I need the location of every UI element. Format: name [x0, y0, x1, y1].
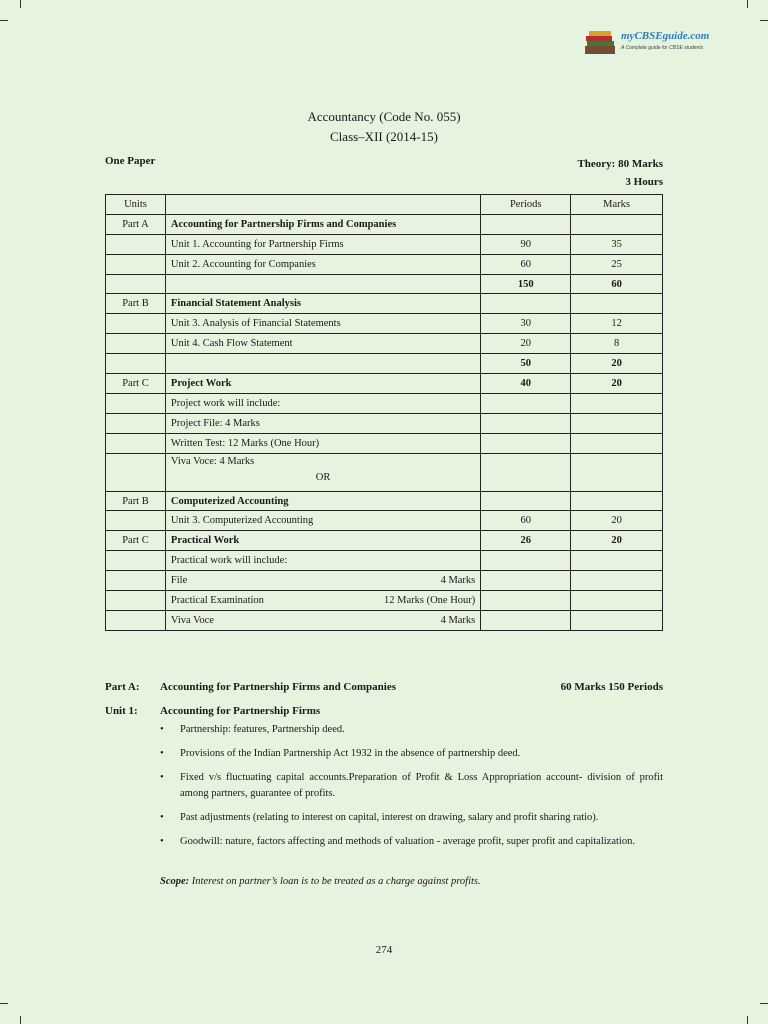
bullet-icon: • — [160, 812, 164, 823]
description-cell: Unit 3. Computerized Accounting — [165, 511, 480, 531]
description-cell: Project Work — [165, 374, 480, 394]
table-row — [106, 551, 663, 571]
component-marks: 4 Marks — [440, 575, 476, 587]
description-cell: Unit 1. Accounting for Partnership Firms — [165, 234, 480, 254]
list-item — [160, 834, 663, 850]
unit-cell — [106, 591, 166, 611]
description-cell — [165, 610, 480, 630]
theory-marks-label: Theory: 80 Marks — [577, 158, 663, 170]
description-cell: Unit 4. Cash Flow Statement — [165, 334, 480, 354]
document-subtitle: Class–XII (2014-15) — [330, 129, 438, 144]
unit-cell — [106, 314, 166, 334]
unit-cell: Part C — [106, 374, 166, 394]
table-row — [106, 254, 663, 274]
hours-label: 3 Hours — [625, 176, 663, 188]
logo-title: myCBSEguide.com — [621, 30, 710, 42]
table-row — [106, 234, 663, 254]
unit-cell — [106, 551, 166, 571]
topic-text: Fixed v/s fluctuating capital accounts.Preparation of Profit & Loss Appropriation account- division of profit among partners, guarantee of profits. — [180, 772, 663, 799]
periods-cell — [481, 571, 571, 591]
table-row — [106, 214, 663, 234]
description-cell: Practical Work — [165, 531, 480, 551]
unit-1-title: Accounting for Partnership Firms — [160, 705, 321, 717]
marks-cell — [571, 433, 663, 453]
marks-cell — [571, 571, 663, 591]
table-row — [106, 511, 663, 531]
page-number: 274 — [375, 944, 393, 956]
list-item — [160, 722, 663, 738]
periods-total-cell: 50 — [481, 354, 571, 374]
description-cell: Accounting for Partnership Firms and Companies — [165, 214, 480, 234]
component-marks: 12 Marks (One Hour) — [384, 594, 476, 606]
marks-cell — [571, 491, 663, 511]
unit-cell — [106, 354, 166, 374]
crop-mark — [760, 1003, 768, 1004]
component-name: File — [170, 575, 188, 587]
bullet-icon: • — [160, 772, 164, 783]
component-name: Viva Voce — [170, 614, 214, 626]
scope-label: Scope: — [160, 876, 190, 887]
header-description — [165, 195, 480, 215]
part-a-title: Accounting for Partnership Firms and Companies — [160, 681, 396, 693]
table-row — [106, 393, 663, 413]
marks-cell — [571, 393, 663, 413]
crop-mark — [20, 1016, 21, 1024]
periods-cell: 90 — [481, 234, 571, 254]
periods-cell — [481, 491, 571, 511]
periods-cell: 40 — [481, 374, 571, 394]
marks-cell: 12 — [571, 314, 663, 334]
description-cell — [165, 571, 480, 591]
scope-text: Interest on partner’s loan is to be treated as a charge against profits. — [189, 876, 481, 887]
component-name: Practical Examination — [170, 594, 264, 606]
unit-cell — [106, 393, 166, 413]
table-row — [106, 334, 663, 354]
description-cell: Financial Statement Analysis — [165, 294, 480, 314]
marks-cell: 8 — [571, 334, 663, 354]
table-row — [106, 531, 663, 551]
crop-mark — [0, 1003, 8, 1004]
table-row — [106, 374, 663, 394]
description-cell: Unit 2. Accounting for Companies — [165, 254, 480, 274]
periods-cell — [481, 294, 571, 314]
periods-cell — [481, 453, 571, 491]
component-marks: 4 Marks — [440, 614, 476, 626]
header-marks: Marks — [571, 195, 663, 215]
periods-cell: 26 — [481, 531, 571, 551]
description-cell: Project File: 4 Marks — [165, 413, 480, 433]
document-title: Accountancy (Code No. 055) — [307, 109, 461, 124]
description-cell: Practical work will include: — [165, 551, 480, 571]
periods-cell: 60 — [481, 511, 571, 531]
unit-cell: Part B — [106, 294, 166, 314]
periods-cell — [481, 551, 571, 571]
marks-cell — [571, 294, 663, 314]
table-row — [106, 413, 663, 433]
table-row — [106, 274, 663, 294]
crop-mark — [747, 1016, 748, 1024]
marks-cell — [571, 551, 663, 571]
description-cell: Project work will include: — [165, 393, 480, 413]
part-a-meta: 60 Marks 150 Periods — [560, 681, 663, 693]
unit-cell — [106, 453, 166, 491]
periods-total-cell: 150 — [481, 274, 571, 294]
table-header-row — [106, 195, 663, 215]
unit-cell — [106, 433, 166, 453]
unit-1-label: Unit 1: — [105, 705, 138, 717]
list-item — [160, 770, 663, 802]
description-cell: Unit 3. Analysis of Financial Statements — [165, 314, 480, 334]
units-table — [105, 194, 663, 631]
description-cell — [165, 274, 480, 294]
description-cell — [165, 453, 480, 491]
periods-cell: 20 — [481, 334, 571, 354]
periods-cell — [481, 393, 571, 413]
topic-text: Partnership: features, Partnership deed. — [180, 724, 345, 735]
table-row — [106, 591, 663, 611]
unit-cell — [106, 413, 166, 433]
header-units: Units — [106, 195, 166, 215]
table-row — [106, 491, 663, 511]
unit-cell: Part A — [106, 214, 166, 234]
marks-cell — [571, 214, 663, 234]
bullet-icon: • — [160, 748, 164, 759]
unit-cell — [106, 334, 166, 354]
periods-cell: 60 — [481, 254, 571, 274]
periods-cell — [481, 413, 571, 433]
books-icon — [583, 28, 619, 58]
unit-cell: Part C — [106, 531, 166, 551]
table-row — [106, 294, 663, 314]
periods-cell: 30 — [481, 314, 571, 334]
crop-mark — [0, 20, 8, 21]
or-separator: OR — [315, 471, 331, 483]
topic-text: Goodwill: nature, factors affecting and methods of valuation - average profit, super profit and capitalization. — [180, 836, 635, 847]
marks-total-cell: 60 — [571, 274, 663, 294]
table-row — [106, 433, 663, 453]
marks-cell: 20 — [571, 374, 663, 394]
scope-note — [160, 876, 481, 887]
marks-cell: 25 — [571, 254, 663, 274]
periods-cell — [481, 433, 571, 453]
unit-cell — [106, 254, 166, 274]
unit-cell — [106, 274, 166, 294]
table-row — [106, 453, 663, 491]
site-logo — [583, 28, 723, 58]
table-row — [106, 571, 663, 591]
crop-mark — [20, 0, 21, 8]
description-cell: Computerized Accounting — [165, 491, 480, 511]
theory-marks — [577, 155, 663, 191]
marks-total-cell: 20 — [571, 354, 663, 374]
unit-cell: Part B — [106, 491, 166, 511]
crop-mark — [760, 20, 768, 21]
logo-subtitle: A Complete guide for CBSE students — [621, 45, 704, 51]
topic-list — [160, 722, 663, 858]
paper-label: One Paper — [105, 155, 156, 167]
description-cell — [165, 591, 480, 611]
topic-text: Provisions of the Indian Partnership Act 1932 in the absence of partnership deed. — [180, 748, 521, 759]
marks-cell — [571, 453, 663, 491]
table-row — [106, 354, 663, 374]
part-a-label: Part A: — [105, 681, 140, 693]
unit-cell — [106, 571, 166, 591]
periods-cell — [481, 610, 571, 630]
description-cell: Written Test: 12 Marks (One Hour) — [165, 433, 480, 453]
bullet-icon: • — [160, 836, 164, 847]
table-row — [106, 314, 663, 334]
marks-cell — [571, 413, 663, 433]
unit-cell — [106, 234, 166, 254]
marks-cell — [571, 591, 663, 611]
bullet-icon: • — [160, 724, 164, 735]
viva-voce-text: Viva Voce: 4 Marks — [170, 455, 255, 467]
topic-text: Past adjustments (relating to interest on capital, interest on drawing, salary and profit sharing ratio). — [180, 812, 599, 823]
periods-cell — [481, 591, 571, 611]
marks-cell — [571, 610, 663, 630]
marks-cell: 35 — [571, 234, 663, 254]
unit-cell — [106, 511, 166, 531]
periods-cell — [481, 214, 571, 234]
description-cell — [165, 354, 480, 374]
list-item — [160, 746, 663, 762]
marks-cell: 20 — [571, 531, 663, 551]
header-periods: Periods — [481, 195, 571, 215]
table-row — [106, 610, 663, 630]
marks-cell: 20 — [571, 511, 663, 531]
crop-mark — [747, 0, 748, 8]
list-item — [160, 810, 663, 826]
unit-cell — [106, 610, 166, 630]
